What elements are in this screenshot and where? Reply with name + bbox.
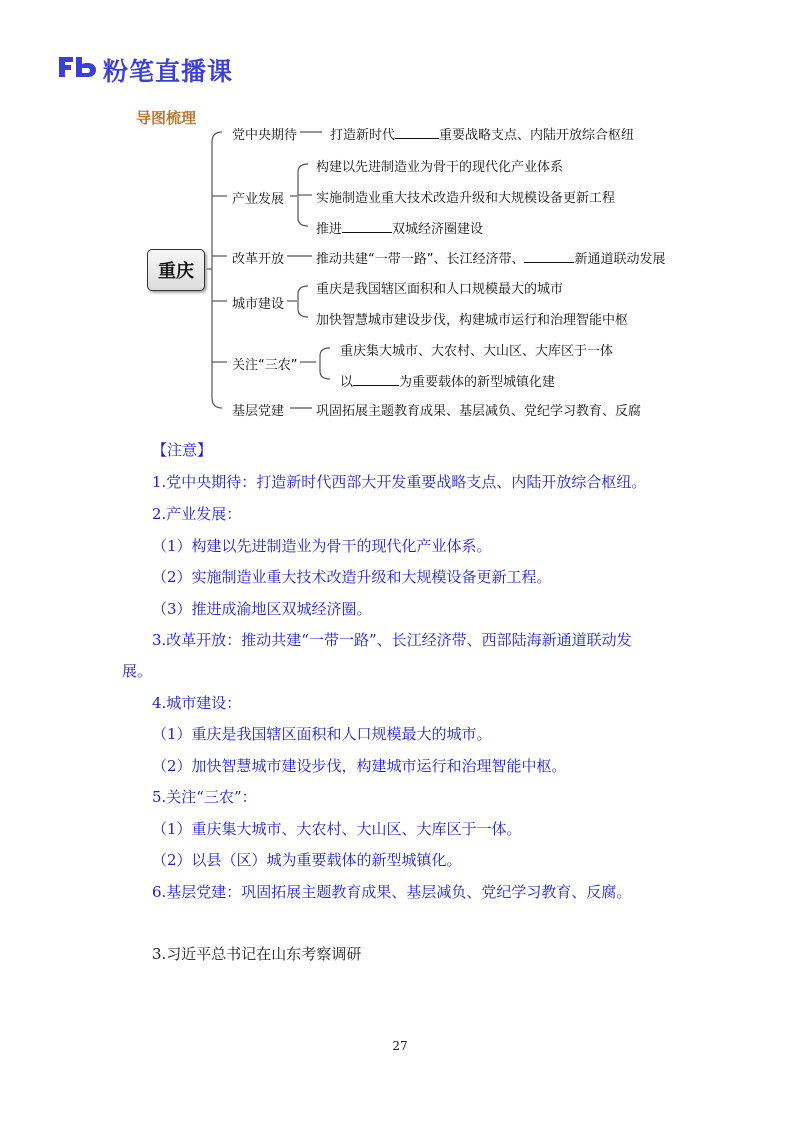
note-line: 1.党中央期待：打造新时代西部大开发重要战略支点、内陆开放综合枢纽。 xyxy=(152,473,647,491)
note-line: （3）推进成渝地区双城经济圈。 xyxy=(152,600,372,618)
item-text: 推动共建“一带一路”、长江经济带、 xyxy=(316,252,525,267)
item-text: 双城经济圈建设 xyxy=(392,222,484,237)
note-line: 2.产业发展： xyxy=(152,505,242,523)
branch-label: 关注“三农” xyxy=(232,358,298,373)
branch-item: 重庆集大城市、大农村、大山区、大库区于一体 xyxy=(340,344,614,359)
item-text: 打造新时代 xyxy=(330,128,396,143)
note-line: （1）重庆是我国辖区面积和人口规模最大的城市。 xyxy=(152,725,492,743)
branch-label: 基层党建 xyxy=(232,404,285,419)
page-number: 27 xyxy=(392,1039,408,1053)
section-heading: 3.习近平总书记在山东考察调研 xyxy=(152,945,362,963)
brand-name: 粉笔直播课 xyxy=(103,57,234,86)
branch-item: 重庆是我国辖区面积和人口规模最大的城市 xyxy=(316,282,564,297)
note-line: 6.基层党建：巩固拓展主题教育成果、基层减负、党纪学习教育、反腐。 xyxy=(152,883,632,901)
mindmap-title: 导图梳理 xyxy=(136,109,197,127)
note-line: （2）加快智慧城市建设步伐，构建城市运行和治理智能中枢。 xyxy=(152,757,567,775)
note-line: 5.关注“三农”： xyxy=(152,788,257,806)
branch-label: 城市建设 xyxy=(232,297,285,312)
notes-heading: 【注意】 xyxy=(152,441,213,459)
branch-item: 构建以先进制造业为骨干的现代化产业体系 xyxy=(316,160,564,175)
note-line: 展。 xyxy=(122,662,153,680)
branch-label: 改革开放 xyxy=(232,252,285,267)
item-text: 新通道联动发展 xyxy=(574,252,666,267)
item-text: 推进 xyxy=(316,222,343,237)
branch-item: 加快智慧城市建设步伐，构建城市运行和治理智能中枢 xyxy=(316,313,629,328)
branch-item xyxy=(330,124,634,143)
branch-label: 产业发展 xyxy=(232,192,285,207)
fill-blank xyxy=(342,221,392,233)
note-line: （1）构建以先进制造业为骨干的现代化产业体系。 xyxy=(152,537,492,555)
branch-item: 巩固拓展主题教育成果、基层减负、党纪学习教育、反腐 xyxy=(316,404,642,419)
item-text: 以 xyxy=(340,375,354,390)
mindmap-center-node: 重庆 xyxy=(147,249,205,291)
branch-label: 党中央期待 xyxy=(232,128,298,143)
branch-item xyxy=(340,371,555,390)
note-line: （2）实施制造业重大技术改造升级和大规模设备更新工程。 xyxy=(152,568,552,586)
item-text: 为重要载体的新型城镇化建 xyxy=(399,375,556,390)
branch-item xyxy=(316,248,666,267)
branch-item xyxy=(316,218,483,237)
fill-blank xyxy=(524,251,574,263)
item-text: 重要战略支点、内陆开放综合枢纽 xyxy=(439,128,635,143)
note-line: 4.城市建设： xyxy=(152,694,242,712)
fill-blank xyxy=(395,127,439,139)
fill-blank xyxy=(353,374,399,386)
note-line: （1）重庆集大城市、大农村、大山区、大库区于一体。 xyxy=(152,820,522,838)
note-line: （2）以县（区）城为重要载体的新型城镇化。 xyxy=(152,851,462,869)
note-line: 3.改革开放：推动共建“一带一路”、长江经济带、西部陆海新通道联动发 xyxy=(152,631,632,649)
branch-item: 实施制造业重大技术改造升级和大规模设备更新工程 xyxy=(316,191,616,206)
